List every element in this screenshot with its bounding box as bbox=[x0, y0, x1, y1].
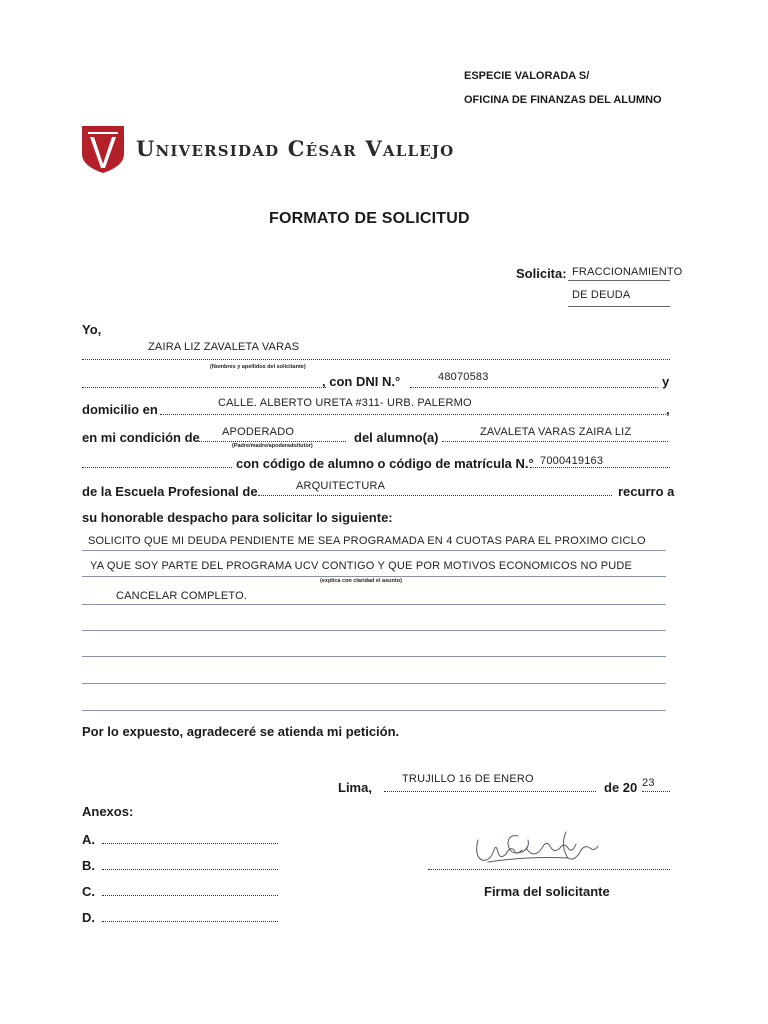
page-title: FORMATO DE SOLICITUD bbox=[269, 210, 470, 227]
asunto-rule-6 bbox=[82, 683, 666, 684]
domicilio-label: domicilio en bbox=[82, 402, 158, 417]
recurro-label: recurro a bbox=[618, 484, 675, 499]
anexo-b-label: B. bbox=[82, 858, 95, 873]
codigo-label: con código de alumno o código de matrícula N.° bbox=[236, 456, 534, 471]
firma-line bbox=[428, 869, 670, 870]
asunto-rule-3 bbox=[82, 604, 666, 605]
solicita-label: Solicita: bbox=[516, 266, 567, 281]
asunto-rule-4 bbox=[82, 630, 666, 631]
nombre-caption: (Nombres y apellidos del solicitante) bbox=[210, 364, 306, 370]
firma-label: Firma del solicitante bbox=[484, 884, 610, 899]
codigo-line bbox=[530, 467, 670, 468]
escuela-value: ARQUITECTURA bbox=[296, 480, 386, 492]
anexo-c-label: C. bbox=[82, 884, 95, 899]
domicilio-value: CALLE. ALBERTO URETA #311- URB. PALERMO bbox=[218, 397, 472, 409]
codigo-value: 7000419163 bbox=[540, 455, 604, 467]
lima-label: Lima, bbox=[338, 780, 372, 795]
anexo-a-line bbox=[102, 843, 278, 844]
asunto-rule-7 bbox=[82, 710, 666, 711]
anexo-c-line bbox=[102, 895, 278, 896]
solicita-line-1 bbox=[568, 280, 670, 281]
dni-value: 48070583 bbox=[438, 371, 489, 383]
condicion-line bbox=[196, 441, 346, 442]
nombre-value: ZAIRA LIZ ZAVALETA VARAS bbox=[148, 341, 300, 353]
fecha-line bbox=[384, 791, 596, 792]
yo-label: Yo, bbox=[82, 322, 102, 337]
fecha-value: TRUJILLO 16 DE ENERO bbox=[402, 773, 534, 785]
alumno-value: ZAVALETA VARAS ZAIRA LIZ bbox=[480, 426, 632, 438]
domicilio-comma: , bbox=[666, 402, 670, 417]
solicita-value-2: DE DEUDA bbox=[572, 289, 631, 301]
header-line-1: ESPECIE VALORADA S/ bbox=[464, 70, 590, 82]
dni-label: , con DNI N.° bbox=[322, 374, 401, 389]
anio-label: de 20 bbox=[604, 780, 638, 795]
university-logo-icon bbox=[80, 124, 126, 174]
despacho-text: su honorable despacho para solicitar lo siguiente: bbox=[82, 510, 393, 525]
asunto-line-2: YA QUE SOY PARTE DEL PROGRAMA UCV CONTIGO Y QUE POR MOTIVOS ECONOMICOS NO PUDE bbox=[90, 560, 633, 572]
y-label: y bbox=[662, 374, 670, 389]
anio-value: 23 bbox=[642, 777, 655, 789]
anexo-d-label: D. bbox=[82, 910, 95, 925]
alumno-label: del alumno(a) bbox=[354, 430, 439, 445]
alumno-line bbox=[442, 441, 668, 442]
asunto-line-1: SOLICITO QUE MI DEUDA PENDIENTE ME SEA PROGRAMADA EN 4 CUOTAS PARA EL PROXIMO CICLO bbox=[88, 535, 646, 547]
anexo-d-line bbox=[102, 921, 278, 922]
solicita-value-1: FRACCIONAMIENTO bbox=[572, 266, 683, 278]
condicion-label: en mi condición de bbox=[82, 430, 200, 445]
dni-line bbox=[410, 387, 658, 388]
expuesto-text: Por lo expuesto, agradeceré se atienda mi petición. bbox=[82, 724, 400, 739]
asunto-line-3: CANCELAR COMPLETO. bbox=[116, 590, 248, 602]
asunto-rule-2 bbox=[82, 576, 666, 577]
condicion-caption: (Padre/madre/apoderado/tutor) bbox=[232, 443, 313, 449]
dni-pre-line bbox=[82, 387, 326, 388]
condicion-value: APODERADO bbox=[222, 426, 295, 438]
header-line-2: OFICINA DE FINANZAS DEL ALUMNO bbox=[464, 94, 662, 106]
solicita-line-2 bbox=[568, 306, 670, 307]
signature-icon bbox=[468, 826, 608, 870]
anio-line bbox=[642, 791, 670, 792]
codigo-pre-line bbox=[82, 467, 232, 468]
anexo-a-label: A. bbox=[82, 832, 95, 847]
escuela-line bbox=[258, 495, 612, 496]
asunto-caption: (explica con claridad el asunto) bbox=[320, 578, 402, 584]
university-name: Universidad César Vallejo bbox=[136, 136, 455, 161]
asunto-rule-1 bbox=[82, 550, 666, 551]
escuela-label: de la Escuela Profesional de bbox=[82, 484, 258, 499]
anexos-label: Anexos: bbox=[82, 804, 134, 819]
anexo-b-line bbox=[102, 869, 278, 870]
domicilio-line bbox=[160, 414, 666, 415]
asunto-rule-5 bbox=[82, 656, 666, 657]
nombre-line bbox=[82, 359, 670, 360]
